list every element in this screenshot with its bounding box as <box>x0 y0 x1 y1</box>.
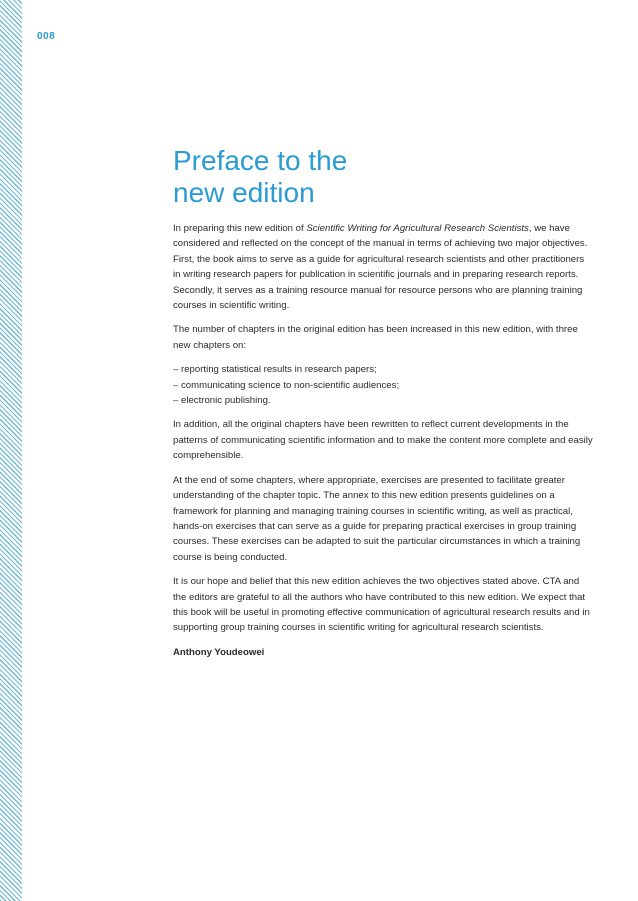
book-title-italic: Scientific Writing for Agricultural Research Scientists <box>306 223 529 234</box>
paragraph-2: The number of chapters in the original edition has been increased in this new edition, with three new chapters on: <box>173 324 578 351</box>
new-chapters-list <box>173 362 593 408</box>
preface-body <box>173 221 593 660</box>
preface-section <box>173 145 593 660</box>
page-number: 008 <box>37 31 56 42</box>
paragraph-1 <box>173 221 593 313</box>
page-title: Preface to the new edition <box>173 145 348 208</box>
paragraph-3: In addition, all the original chapters have been rewritten to reflect current developments in the patterns of communicating scientific information and to make the content more complete and easily comprehensible. <box>173 419 593 462</box>
list-item: – communicating science to non-scientific audiences; <box>173 379 400 391</box>
author-signature: Anthony Youdeowei <box>173 646 265 658</box>
paragraph-4: At the end of some chapters, where appropriate, exercises are presented to facilitate greater understanding of the chapter topic. The annex to this new edition presents guidelines on a framework for planning and managing training courses in scientific writing, as well as practical, hands-on exercises that can serve as a guide for preparing practical exercises in group training courses. These exercises can be adapted to suit the particular circumstances in which a training course is being conducted. <box>173 474 581 563</box>
list-item: – electronic publishing. <box>173 395 271 407</box>
decorative-stripe-border <box>0 0 22 901</box>
paragraph-1-lead: In preparing this new edition of <box>173 223 307 234</box>
paragraph-1-rest: , we have considered and reflected on the concept of the manual in terms of achieving two major objectives. First, the book aims to serve as a guide for agricultural research scientists and other practitioners in writing research papers for publication in scientific journals and in preparing research reports. Secondly, it serves as a training resource manual for resource persons who are planning training courses in scientific writing. <box>173 223 588 312</box>
paragraph-5: It is our hope and belief that this new edition achieves the two objectives stated above. CTA and the editors are grateful to all the authors who have contributed to this new edition. We expect that this book will be useful in promoting effective communication of agricultural research results and in supporting group training courses in scientific writing for agricultural research scientists. <box>173 576 590 634</box>
list-item: – reporting statistical results in research papers; <box>173 364 377 376</box>
